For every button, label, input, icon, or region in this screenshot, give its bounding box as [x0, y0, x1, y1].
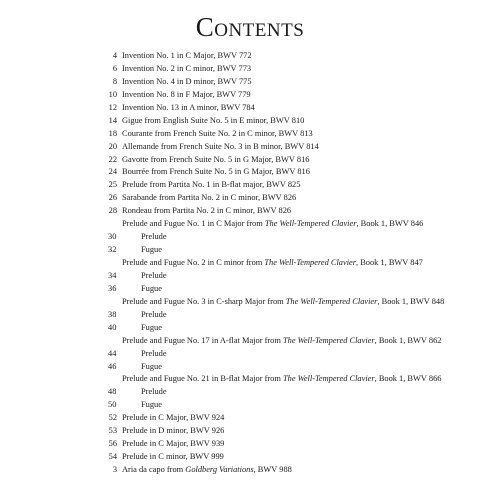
toc-page-number: 53	[108, 426, 117, 436]
toc-entry-title	[122, 89, 251, 102]
toc-page-number: 36	[108, 283, 117, 293]
toc-entry[interactable]	[0, 102, 500, 115]
toc-entry[interactable]	[0, 335, 500, 348]
toc-page-number: 38	[108, 309, 117, 319]
toc-entry-work-title: Goldberg Variations	[185, 465, 254, 474]
toc-subentry[interactable]	[0, 231, 500, 244]
toc-entry[interactable]	[0, 425, 500, 438]
toc-entry-title	[122, 76, 252, 89]
toc-entry-text: Fugue	[141, 400, 162, 410]
table-of-contents	[0, 50, 500, 477]
toc-entry-title	[141, 270, 167, 283]
toc-page-number: 10	[108, 89, 117, 99]
toc-entry-title	[141, 348, 167, 361]
toc-page-number: 40	[108, 322, 117, 332]
toc-entry-title	[122, 425, 224, 438]
toc-entry-text: Rondeau from Partita No. 2 in C minor, BWV 826	[122, 206, 292, 216]
toc-entry-title	[122, 451, 224, 464]
toc-page-number: 4	[112, 51, 117, 60]
toc-entry-title	[141, 322, 162, 335]
toc-page-number: 44	[108, 348, 117, 358]
toc-page-number: 46	[108, 361, 117, 371]
toc-entry-text: Prelude and Fugue No. 17 in A-flat Major from	[122, 335, 283, 345]
toc-entry-work-title: The Well-Tempered Clavier	[282, 374, 375, 384]
toc-page-number: 3	[112, 465, 117, 474]
toc-entry-text: Prelude and Fugue No. 2 in C minor from	[122, 258, 265, 267]
toc-entry-text: Prelude	[141, 309, 167, 319]
toc-page-number: 18	[108, 128, 117, 138]
toc-entry-catalog: , Book 1, BWV 847	[356, 258, 423, 267]
toc-entry-title	[122, 102, 255, 115]
toc-subentry[interactable]	[0, 386, 500, 399]
toc-page-number: 30	[108, 232, 117, 242]
toc-entry-title	[122, 166, 310, 179]
toc-entry-work-title: The Well-Tempered Clavier	[264, 219, 357, 229]
toc-entry-title	[122, 257, 423, 270]
toc-entry-title	[141, 244, 162, 257]
toc-entry-title	[141, 231, 167, 244]
toc-entry[interactable]	[0, 296, 500, 309]
toc-entry-work-title: The Well-Tempered Clavier	[264, 258, 357, 267]
toc-entry-text: Invention No. 4 in D minor, BWV 775	[122, 76, 252, 86]
toc-entry-title	[141, 361, 162, 374]
toc-entry-text: Gavotte from French Suite No. 5 in G Major, BWV 816	[122, 154, 310, 164]
toc-entry-text: Invention No. 2 in C minor, BWV 773	[122, 63, 252, 73]
toc-entry[interactable]	[0, 438, 500, 451]
toc-entry-text: Allemande from French Suite No. 3 in B minor, BWV 814	[122, 141, 319, 151]
toc-entry-text: Prelude	[141, 232, 167, 242]
toc-entry-text: Courante from French Suite No. 2 in C minor, BWV 813	[122, 128, 313, 138]
toc-entry-catalog: , Book 1, BWV 846	[356, 219, 424, 229]
toc-entry-title	[122, 296, 444, 309]
toc-entry-title	[141, 386, 167, 399]
toc-entry-title	[141, 399, 162, 412]
toc-entry-text: Prelude in D minor, BWV 926	[122, 426, 225, 436]
toc-entry-title	[122, 63, 251, 76]
toc-entry[interactable]	[0, 63, 500, 76]
toc-entry-text: Bourrée from French Suite No. 5 in G Major, BWV 816	[122, 167, 310, 177]
toc-entry-text: Prelude and Fugue No. 3 in C-sharp Major from	[122, 296, 286, 306]
toc-entry-catalog: , Book 1, BWV 848	[377, 296, 445, 306]
toc-entry-text: Prelude	[141, 387, 167, 397]
toc-page-number: 12	[108, 102, 117, 112]
toc-entry-title	[122, 373, 441, 386]
toc-entry[interactable]	[0, 76, 500, 89]
toc-page-number: 28	[108, 206, 117, 216]
toc-entry-text: Prelude	[141, 348, 167, 358]
toc-entry-work-title: The Well-Tempered Clavier	[282, 335, 375, 345]
toc-entry-title	[122, 412, 224, 425]
toc-subentry[interactable]	[0, 244, 500, 257]
toc-entry[interactable]	[0, 166, 500, 179]
toc-entry[interactable]	[0, 373, 500, 386]
toc-page-number: 24	[108, 167, 117, 177]
toc-entry[interactable]	[0, 154, 500, 167]
toc-entry-text: Invention No. 13 in A minor, BWV 784	[122, 102, 255, 112]
toc-subentry[interactable]	[0, 322, 500, 335]
toc-entry-text: Fugue	[141, 283, 162, 293]
toc-entry-text: Gigue from English Suite No. 5 in E minor, BWV 810	[122, 115, 305, 125]
toc-entry[interactable]	[0, 179, 500, 192]
toc-subentry[interactable]	[0, 348, 500, 361]
toc-subentry[interactable]	[0, 399, 500, 412]
toc-page-number: 54	[108, 452, 117, 462]
toc-entry-text: Invention No. 8 in F Major, BWV 779	[122, 89, 251, 99]
toc-entry-text: Prelude from Partita No. 1 in B-flat major, BWV 825	[122, 180, 301, 190]
toc-entry-title	[122, 115, 304, 128]
toc-entry-title	[122, 205, 291, 218]
toc-entry-title	[122, 438, 224, 451]
toc-entry-text: Prelude in C minor, BWV 999	[122, 452, 224, 462]
toc-page-number: 22	[108, 154, 117, 164]
toc-subentry[interactable]	[0, 270, 500, 283]
toc-page-number: 56	[108, 439, 117, 449]
toc-entry-text: Prelude in C Major, BWV 924	[122, 413, 225, 423]
toc-subentry[interactable]	[0, 309, 500, 322]
toc-entry-title	[122, 50, 252, 63]
toc-subentry[interactable]	[0, 283, 500, 296]
toc-entry-title	[122, 192, 296, 205]
toc-entry-text: Fugue	[141, 322, 162, 332]
toc-entry-title	[141, 309, 167, 322]
toc-entry-title	[122, 128, 313, 141]
toc-entry[interactable]	[0, 50, 500, 63]
toc-entry-text: Fugue	[141, 245, 162, 255]
toc-entry-text: Prelude and Fugue No. 1 in C Major from	[122, 219, 265, 229]
toc-entry-title	[122, 464, 292, 477]
page-title: Contents	[195, 12, 305, 42]
toc-entry-title	[122, 335, 441, 348]
toc-entry-catalog: , BWV 988	[253, 465, 292, 474]
toc-entry[interactable]	[0, 205, 500, 218]
toc-entry[interactable]	[0, 464, 500, 477]
toc-entry-title	[122, 154, 309, 167]
toc-page-number: 32	[108, 245, 117, 255]
toc-page-number: 8	[112, 76, 117, 86]
toc-entry[interactable]	[0, 192, 500, 205]
toc-entry-text: Prelude	[141, 270, 167, 280]
toc-entry-text: Invention No. 1 in C Major, BWV 772	[122, 51, 252, 60]
toc-entry-text: Prelude in C Major, BWV 939	[122, 439, 225, 449]
toc-entry[interactable]	[0, 218, 500, 231]
toc-entry[interactable]	[0, 257, 500, 270]
toc-entry-title	[122, 218, 423, 231]
toc-entry-text: Aria da capo from	[122, 465, 186, 474]
toc-entry-text: Prelude and Fugue No. 21 in B-flat Major from	[122, 374, 283, 384]
toc-entry[interactable]	[0, 89, 500, 102]
toc-entry-work-title: The Well-Tempered Clavier	[285, 296, 378, 306]
toc-entry[interactable]	[0, 451, 500, 464]
toc-entry-text: Sarabande from Partita No. 2 in C minor, BWV 826	[122, 193, 297, 203]
toc-entry-title	[141, 283, 162, 296]
toc-entry[interactable]	[0, 128, 500, 141]
toc-page-number: 6	[112, 63, 117, 73]
toc-page-number: 34	[108, 270, 117, 280]
toc-entry-title	[122, 141, 319, 154]
toc-entry-title	[122, 179, 300, 192]
toc-page-number: 52	[108, 413, 117, 423]
toc-entry-catalog: , Book 1, BWV 862	[374, 335, 442, 345]
toc-page-number: 14	[108, 115, 117, 125]
toc-subentry[interactable]	[0, 361, 500, 374]
toc-page-number: 20	[108, 141, 117, 151]
toc-page-number: 25	[108, 180, 117, 190]
toc-entry-text: Fugue	[141, 361, 162, 371]
toc-page-number: 50	[108, 400, 117, 410]
toc-page-number: 48	[108, 387, 117, 397]
toc-entry[interactable]	[0, 115, 500, 128]
toc-entry-catalog: , Book 1, BWV 866	[374, 374, 442, 384]
toc-entry[interactable]	[0, 141, 500, 154]
toc-page-number: 26	[108, 193, 117, 203]
toc-entry[interactable]	[0, 412, 500, 425]
